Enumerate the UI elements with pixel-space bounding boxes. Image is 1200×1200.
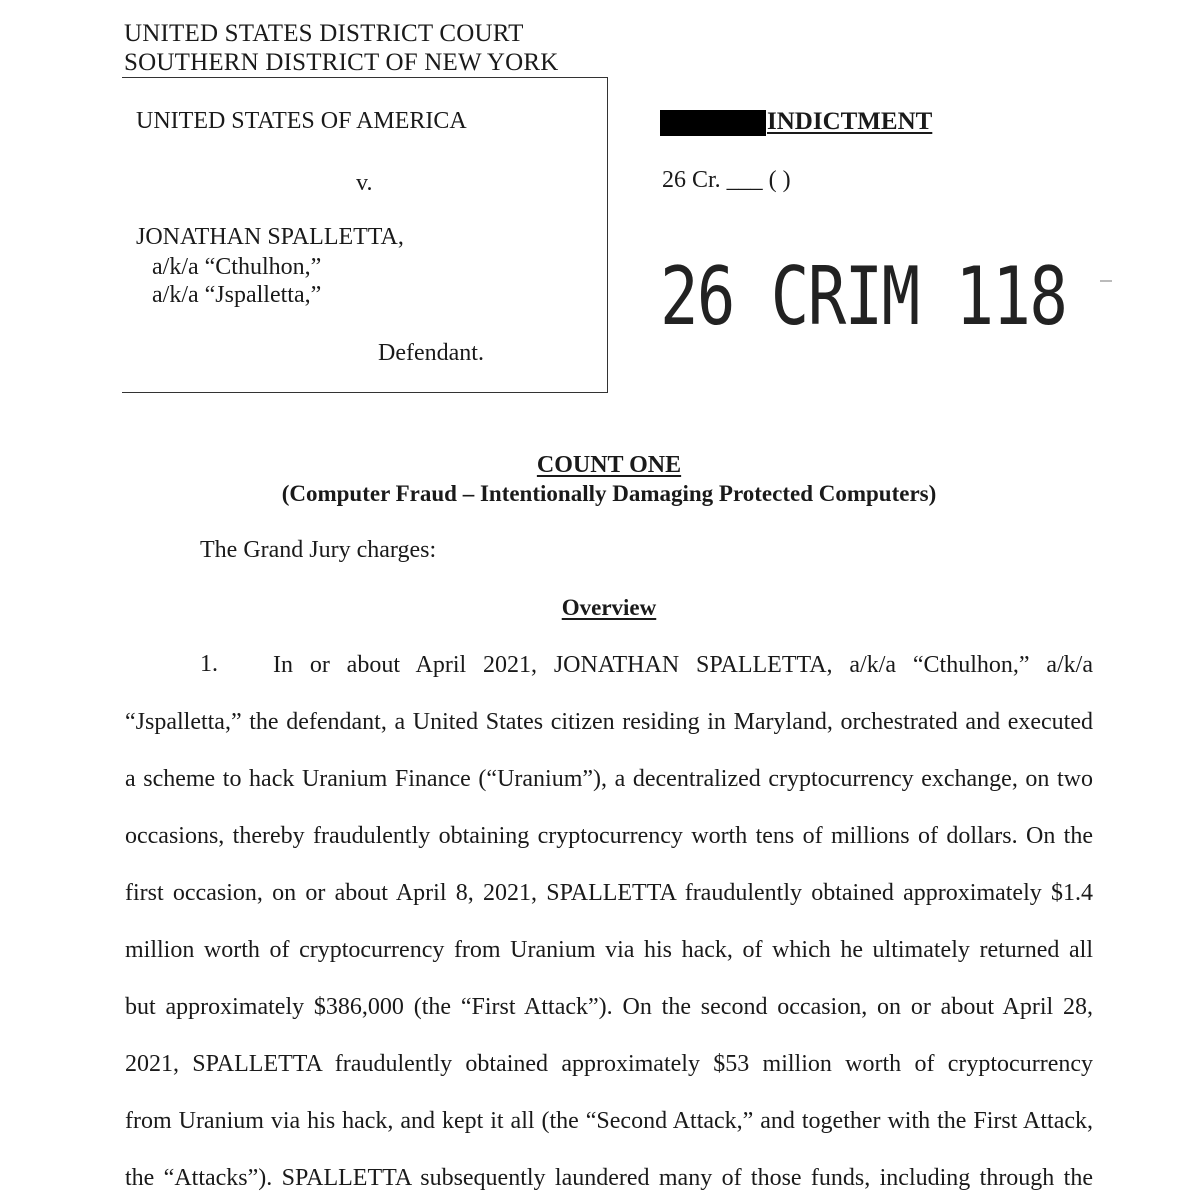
versus-label: v.	[356, 170, 373, 196]
paragraph-line: occasions, thereby fraudulently obtaining cryptocurrency worth tens of millions of dollars. On the	[125, 823, 1093, 849]
count-title: COUNT ONE	[536, 452, 682, 478]
paragraph-line: 2021, SPALLETTA fraudulently obtained approximately $53 million worth of cryptocurrency	[125, 1051, 1093, 1077]
paragraph-line: from Uranium via his hack, and kept it all (the “Second Attack,” and together with the First Attack,	[125, 1108, 1093, 1134]
paragraph-number: 1.	[200, 651, 218, 677]
court-name: UNITED STATES DISTRICT COURT	[124, 20, 524, 47]
document-title: INDICTMENT	[767, 108, 933, 135]
scan-artifact	[1100, 280, 1112, 282]
defendant-name: JONATHAN SPALLETTA,	[136, 224, 404, 250]
plaintiff-name: UNITED STATES OF AMERICA	[136, 108, 467, 134]
paragraph-line: In or about April 2021, JONATHAN SPALLETTA, a/k/a “Cthulhon,” a/k/a	[273, 652, 1093, 678]
defendant-role-label: Defendant.	[378, 340, 484, 366]
paragraph-line: million worth of cryptocurrency from Uranium via his hack, of which he ultimately returned all	[125, 937, 1093, 963]
redaction-block	[660, 110, 766, 136]
count-subtitle: (Computer Fraud – Intentionally Damaging Protected Computers)	[281, 481, 937, 506]
docket-number: 26 Cr. ___ ( )	[662, 167, 791, 193]
paragraph-line: “Jspalletta,” the defendant, a United States citizen residing in Maryland, orchestrated and executed	[125, 709, 1093, 735]
paragraph-line: the “Attacks”). SPALLETTA subsequently laundered many of those funds, including through the	[125, 1165, 1093, 1191]
paragraph-line: first occasion, on or about April 8, 2021, SPALLETTA fraudulently obtained approximately $1.4	[125, 880, 1093, 906]
grand-jury-intro: The Grand Jury charges:	[200, 537, 437, 563]
defendant-alias-2: a/k/a “Jspalletta,”	[152, 282, 322, 308]
paragraph-line: a scheme to hack Uranium Finance (“Uranium”), a decentralized cryptocurrency exchange, on two	[125, 766, 1093, 792]
paragraph-line: but approximately $386,000 (the “First Attack”). On the second occasion, on or about April 28,	[125, 994, 1093, 1020]
court-district: SOUTHERN DISTRICT OF NEW YORK	[124, 49, 559, 76]
case-number-stamp: 26 CRIM 118	[660, 250, 1067, 343]
section-heading-overview: Overview	[561, 595, 657, 620]
defendant-alias-1: a/k/a “Cthulhon,”	[152, 254, 322, 280]
case-caption-box	[122, 77, 608, 393]
